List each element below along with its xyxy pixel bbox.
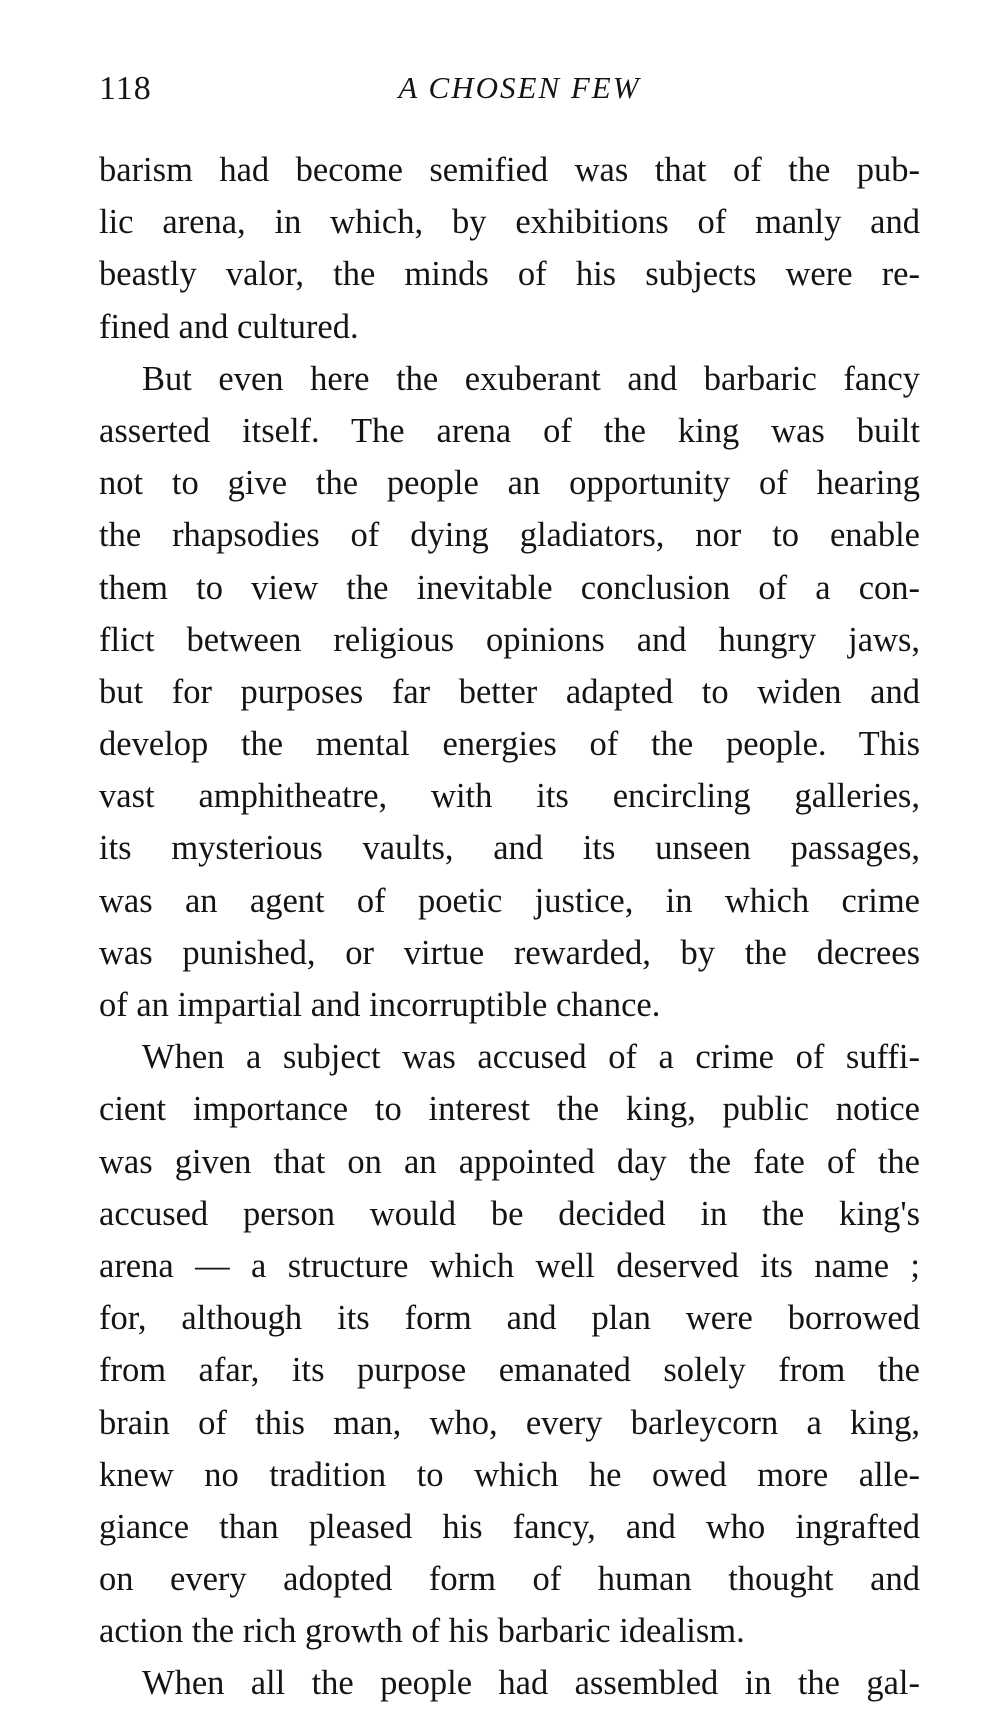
page-number: 118 — [99, 70, 152, 107]
text-line: barism had become semified was that of the pub- — [99, 151, 920, 189]
paragraph — [99, 144, 920, 353]
text-line: them to view the inevitable conclusion of a con- — [99, 568, 920, 607]
text-line: fined and cultured. — [99, 307, 359, 346]
text-line: giance than pleased his fancy, and who ingrafted — [99, 1507, 920, 1546]
text-line: was punished, or virtue rewarded, by the decrees — [99, 933, 920, 972]
text-line: for, although its form and plan were borrowed — [99, 1299, 920, 1338]
text-line: arena — a structure which well deserved its name ; — [99, 1246, 920, 1285]
text-line: vast amphitheatre, with its encircling galleries, — [99, 777, 920, 816]
paragraph — [99, 353, 920, 1031]
text-line: knew no tradition to which he owed more alle- — [99, 1455, 920, 1494]
text-line: not to give the people an opportunity of hearing — [99, 464, 920, 503]
text-line: but for purposes far better adapted to widen and — [99, 672, 920, 711]
running-head — [99, 70, 920, 130]
text-line: the rhapsodies of dying gladiators, nor to enable — [99, 516, 920, 555]
text-line: When all the people had assembled in the gal- — [142, 1664, 920, 1703]
text-line: flict between religious opinions and hungry jaws, — [99, 620, 920, 659]
text-line: from afar, its purpose emanated solely from the — [99, 1351, 920, 1390]
text-line: of an impartial and incorruptible chance. — [99, 986, 661, 1024]
running-title: A CHOSEN FEW — [398, 70, 641, 105]
text-line: beastly valor, the minds of his subjects were re- — [99, 255, 920, 294]
text-line: was given that on an appointed day the fate of the — [99, 1142, 920, 1181]
text-line: was an agent of poetic justice, in which crime — [99, 881, 920, 920]
text-line: When a subject was accused of a crime of suffi- — [142, 1038, 920, 1077]
text-line: its mysterious vaults, and its unseen passages, — [99, 829, 920, 868]
text-line: accused person would be decided in the king's — [99, 1194, 920, 1233]
paragraph — [99, 1031, 920, 1657]
text-line: develop the mental energies of the people. This — [99, 725, 920, 764]
text-line: But even here the exuberant and barbaric fancy — [142, 359, 920, 398]
text-line: cient importance to interest the king, public notice — [99, 1090, 920, 1129]
text-line: brain of this man, who, every barleycorn a king, — [99, 1403, 920, 1442]
text-line: lic arena, in which, by exhibitions of manly and — [99, 203, 920, 242]
body-text — [99, 144, 920, 1710]
paragraph — [99, 1657, 920, 1709]
text-line: asserted itself. The arena of the king was built — [99, 411, 920, 450]
text-line: action the rich growth of his barbaric idealism. — [99, 1612, 745, 1651]
text-line: on every adopted form of human thought and — [99, 1560, 920, 1599]
